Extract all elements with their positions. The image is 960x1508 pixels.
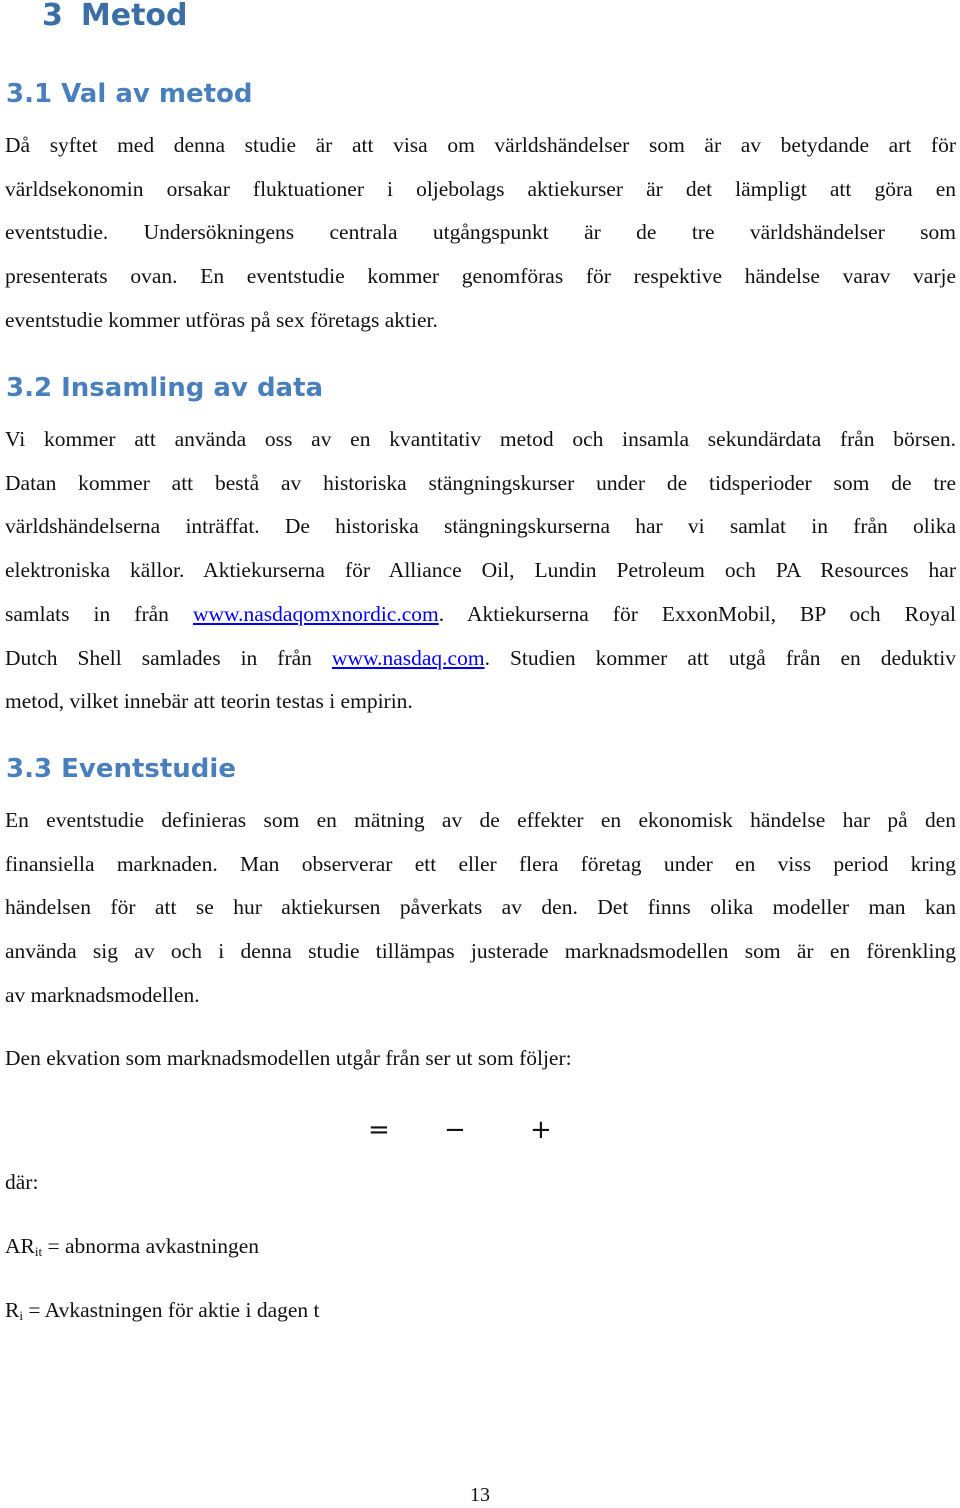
chapter-heading xyxy=(42,0,188,38)
paragraph-line: finansiella marknaden. Man observerar ett eller flera företag under en viss period kring xyxy=(5,851,956,876)
section-3-3-paragraph xyxy=(5,799,956,1018)
page-number: 13 xyxy=(470,1484,490,1506)
paragraph-line xyxy=(5,593,956,637)
paragraph-line: metod, vilket innebär att teorin testas i empirin. xyxy=(5,689,413,714)
nasdaqomxnordic-link[interactable]: www.nasdaqomxnordic.com xyxy=(192,601,439,626)
paragraph-line: elektroniska källor. Aktiekurserna för Alliance Oil, Lundin Petroleum och PA Resources har xyxy=(5,558,956,583)
section-3-2-paragraph xyxy=(5,418,956,724)
text-segment: . Aktiekurserna för ExxonMobil, BP och Royal xyxy=(438,601,956,626)
nasdaq-link[interactable]: www.nasdaq.com xyxy=(331,645,485,670)
text-segment: Dutch Shell samlades in från xyxy=(5,645,332,670)
definition-text: = abnorma avkastningen xyxy=(42,1234,260,1258)
paragraph-line: världsekonomin orsakar fluktuationer i oljebolags aktiekurser är det lämpligt att göra en xyxy=(5,176,956,201)
paragraph-line: En eventstudie definieras som en mätning av de effekter en ekonomisk händelse har på den xyxy=(5,808,956,832)
where-label: där: xyxy=(5,1170,39,1194)
definition-r xyxy=(5,1295,320,1331)
symbol-subscript: it xyxy=(34,1244,43,1259)
section-heading-3-3: 3.3 Eventstudie xyxy=(6,754,236,784)
paragraph-line: presenterats ovan. En eventstudie kommer genomföras för respektive händelse varav varje xyxy=(5,264,956,289)
paragraph-line: Då syftet med denna studie är att visa om världshändelser som är av betydande art för xyxy=(5,133,956,157)
paragraph-line xyxy=(5,637,956,681)
symbol: AR xyxy=(5,1234,35,1258)
paragraph-line: Datan kommer att bestå av historiska stängningskurser under de tidsperioder som de tre xyxy=(5,470,956,495)
paragraph-line: eventstudie kommer utföras på sex företags aktier. xyxy=(5,307,438,332)
definition-ar xyxy=(5,1231,259,1267)
text-segment: samlats in från xyxy=(5,601,193,626)
text-segment: . Studien kommer att utgå från en deduktiv xyxy=(484,645,956,670)
chapter-number: 3 xyxy=(42,0,63,33)
definition-text: = Avkastningen för aktie i dagen t xyxy=(22,1298,320,1322)
paragraph-line: använda sig av och i denna studie tillämpas justerade marknadsmodellen som är en förenkling xyxy=(5,939,956,964)
symbol-subscript: i xyxy=(19,1308,23,1323)
equation-intro: Den ekvation som marknadsmodellen utgår från ser ut som följer: xyxy=(5,1046,572,1070)
symbol: R xyxy=(5,1298,20,1322)
paragraph-line: världshändelserna inträffat. De historiska stängningskurserna har vi samlat in från olika xyxy=(5,514,956,539)
paragraph-line: händelsen för att se hur aktiekursen påverkats av den. Det finns olika modeller man kan xyxy=(5,895,956,920)
paragraph-line: av marknadsmodellen. xyxy=(5,982,200,1007)
section-heading-3-1: 3.1 Val av metod xyxy=(6,79,253,109)
section-heading-3-2: 3.2 Insamling av data xyxy=(6,373,324,403)
paragraph-line: eventstudie. Undersökningens centrala utgångspunkt är de tre världshändelser som xyxy=(5,220,956,245)
minus-sign: − xyxy=(444,1115,466,1145)
plus-sign: + xyxy=(530,1115,552,1145)
equals-sign: = xyxy=(368,1115,390,1145)
paragraph-line: Vi kommer att använda oss av en kvantitativ metod och insamla sekundärdata från börsen. xyxy=(5,427,956,451)
section-3-1-paragraph xyxy=(5,124,956,343)
chapter-title: Metod xyxy=(80,0,188,33)
